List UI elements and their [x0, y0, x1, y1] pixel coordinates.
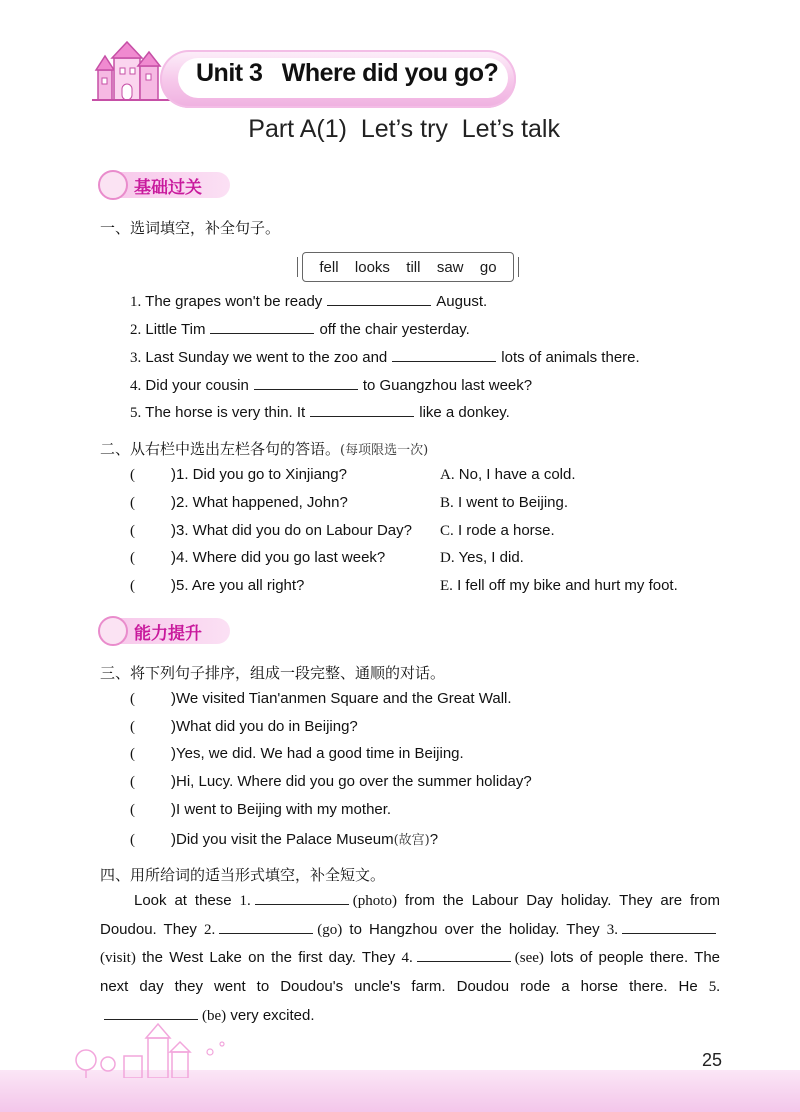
- item-text: )1. Did you go to Xinjiang?: [171, 466, 347, 483]
- item-text: )Did you visit the Palace Museum: [171, 831, 394, 848]
- option-letter: A.: [440, 467, 455, 483]
- answer-blank[interactable]: [104, 1005, 198, 1020]
- q2-note: (每项限选一次): [340, 443, 429, 458]
- blank-number: 4.: [401, 950, 413, 967]
- item-text: August.: [436, 293, 488, 310]
- q1-item-1: [130, 291, 487, 311]
- given-word: (be): [202, 1007, 227, 1024]
- q3-item-5: [130, 801, 391, 819]
- option-letter: C.: [440, 523, 454, 539]
- item-text: to Guangzhou last week?: [362, 377, 533, 394]
- answer-paren[interactable]: (: [130, 746, 135, 762]
- part-title: Part A(1) Let’s try Let’s talk: [248, 115, 560, 143]
- answer-paren[interactable]: (: [130, 774, 135, 790]
- q2-heading-text: 二、从右栏中选出左栏各句的答语。: [100, 440, 341, 458]
- passage-text: to Hangzhou over the holiday. They: [349, 920, 600, 938]
- q2-heading: [100, 438, 428, 459]
- q2-left-3: [130, 522, 412, 540]
- item-number: 2.: [130, 322, 142, 338]
- q1-item-2: [130, 319, 470, 339]
- option-text: I went to Beijing.: [457, 494, 568, 511]
- q2-right-b: [440, 494, 568, 512]
- palace-note: (故宫): [393, 833, 430, 848]
- q2-right-e: [440, 577, 678, 595]
- q1-heading: 一、选词填空，补全句子。: [100, 219, 281, 237]
- q3-heading: 三、将下列句子排序，组成一段完整、通顺的对话。: [100, 664, 446, 682]
- answer-blank[interactable]: [310, 402, 414, 417]
- girl-face-icon: [98, 616, 128, 646]
- word-bank-item: looks: [354, 258, 390, 276]
- answer-paren[interactable]: (: [130, 719, 135, 735]
- word-bank-item: go: [479, 258, 497, 276]
- option-letter: B.: [440, 495, 454, 511]
- page-number: 25: [701, 1050, 722, 1070]
- q4-passage: [100, 887, 720, 1031]
- word-bank-item: till: [406, 258, 421, 276]
- answer-paren[interactable]: (: [130, 832, 135, 848]
- answer-blank[interactable]: [219, 919, 313, 934]
- given-word: (photo): [352, 893, 397, 909]
- item-text: )What did you do in Beijing?: [171, 718, 358, 735]
- item-number: 4.: [130, 378, 142, 394]
- unit-title: Unit 3 Where did you go?: [196, 59, 499, 87]
- q2-left-4: [130, 549, 385, 567]
- q2-right-a: [440, 466, 576, 484]
- option-text: Yes, I did.: [458, 549, 524, 566]
- item-text: Did your cousin: [145, 377, 249, 394]
- item-text: )2. What happened, John?: [171, 494, 348, 511]
- option-text: No, I have a cold.: [458, 466, 576, 483]
- q1-item-3: [130, 347, 640, 367]
- blank-number: 2.: [204, 921, 216, 938]
- item-text: like a donkey.: [419, 404, 510, 421]
- item-text: )Yes, we did. We had a good time in Beijing.: [171, 745, 464, 762]
- word-bank-box: [302, 252, 514, 282]
- item-text: )I went to Beijing with my mother.: [171, 801, 392, 818]
- item-text: Little Tim: [145, 321, 206, 338]
- answer-paren[interactable]: (: [130, 523, 135, 539]
- item-text: lots of animals there.: [501, 349, 640, 366]
- blank-number: 5.: [708, 979, 720, 996]
- item-text: )Hi, Lucy. Where did you go over the summer holiday?: [171, 773, 532, 790]
- given-word: (see): [514, 950, 544, 967]
- item-text: )5. Are you all right?: [171, 577, 305, 594]
- section-title-basic: 基础过关: [134, 178, 202, 198]
- blank-number: 1.: [239, 893, 251, 909]
- q3-item-4: [130, 773, 532, 791]
- item-text: )We visited Tian'anmen Square and the Great Wall.: [171, 690, 512, 707]
- item-text: The horse is very thin. It: [145, 404, 306, 421]
- girl-face-icon: [98, 170, 128, 200]
- q2-right-c: [440, 522, 555, 540]
- q3-item-3: [130, 745, 464, 763]
- item-text: ?: [429, 831, 439, 848]
- answer-blank[interactable]: [622, 919, 716, 934]
- option-text: I rode a horse.: [457, 522, 555, 539]
- answer-blank[interactable]: [210, 319, 314, 334]
- q3-item-2: [130, 718, 358, 736]
- q3-item-6: [130, 829, 438, 849]
- option-text: I fell off my bike and hurt my foot.: [457, 577, 678, 594]
- answer-paren[interactable]: (: [130, 691, 135, 707]
- q2-left-2: [130, 494, 348, 512]
- word-bank-item: fell: [319, 258, 339, 276]
- item-text: )4. Where did you go last week?: [171, 549, 386, 566]
- q2-left-5: [130, 577, 304, 595]
- item-text: The grapes won't be ready: [145, 293, 323, 310]
- passage-text: Look at these: [134, 892, 232, 909]
- given-word: (go): [317, 921, 343, 938]
- passage-text: very excited.: [230, 1006, 315, 1024]
- answer-blank[interactable]: [255, 890, 349, 905]
- q3-item-1: [130, 690, 512, 708]
- item-text: off the chair yesterday.: [319, 321, 470, 338]
- answer-paren[interactable]: (: [130, 495, 135, 511]
- item-number: 1.: [130, 294, 142, 310]
- answer-blank[interactable]: [254, 375, 358, 390]
- q1-item-4: [130, 375, 532, 395]
- answer-paren[interactable]: (: [130, 467, 135, 483]
- passage-text: the West Lake on the first day. They: [142, 949, 396, 967]
- answer-blank[interactable]: [392, 347, 496, 362]
- blank-number: 3.: [606, 921, 618, 938]
- answer-paren[interactable]: (: [130, 802, 135, 818]
- answer-paren[interactable]: (: [130, 550, 135, 566]
- given-word: (visit): [100, 950, 136, 967]
- item-number: 5.: [130, 405, 142, 421]
- q2-right-d: [440, 549, 524, 567]
- answer-blank[interactable]: [417, 947, 511, 962]
- option-letter: E.: [440, 578, 453, 594]
- footer-castle-illustration: [70, 1022, 240, 1078]
- passage-text: from the Labour Day holiday. They are from Doudou. They: [100, 892, 721, 938]
- item-text: )3. What did you do on Labour Day?: [171, 522, 412, 539]
- answer-blank[interactable]: [327, 291, 431, 306]
- section-title-advanced: 能力提升: [134, 624, 202, 644]
- q2-left-1: [130, 466, 347, 484]
- word-bank-item: saw: [436, 258, 464, 276]
- q1-item-5: [130, 402, 510, 422]
- q4-heading: 四、用所给词的适当形式填空，补全短文。: [100, 866, 386, 884]
- passage-text: lots of people there. The next day they went to Doudou's uncle's farm. Doudou rode a horse there. He: [100, 949, 721, 996]
- item-number: 3.: [130, 350, 142, 366]
- item-text: Last Sunday we went to the zoo and: [145, 349, 388, 366]
- option-letter: D.: [440, 550, 455, 566]
- answer-paren[interactable]: (: [130, 578, 135, 594]
